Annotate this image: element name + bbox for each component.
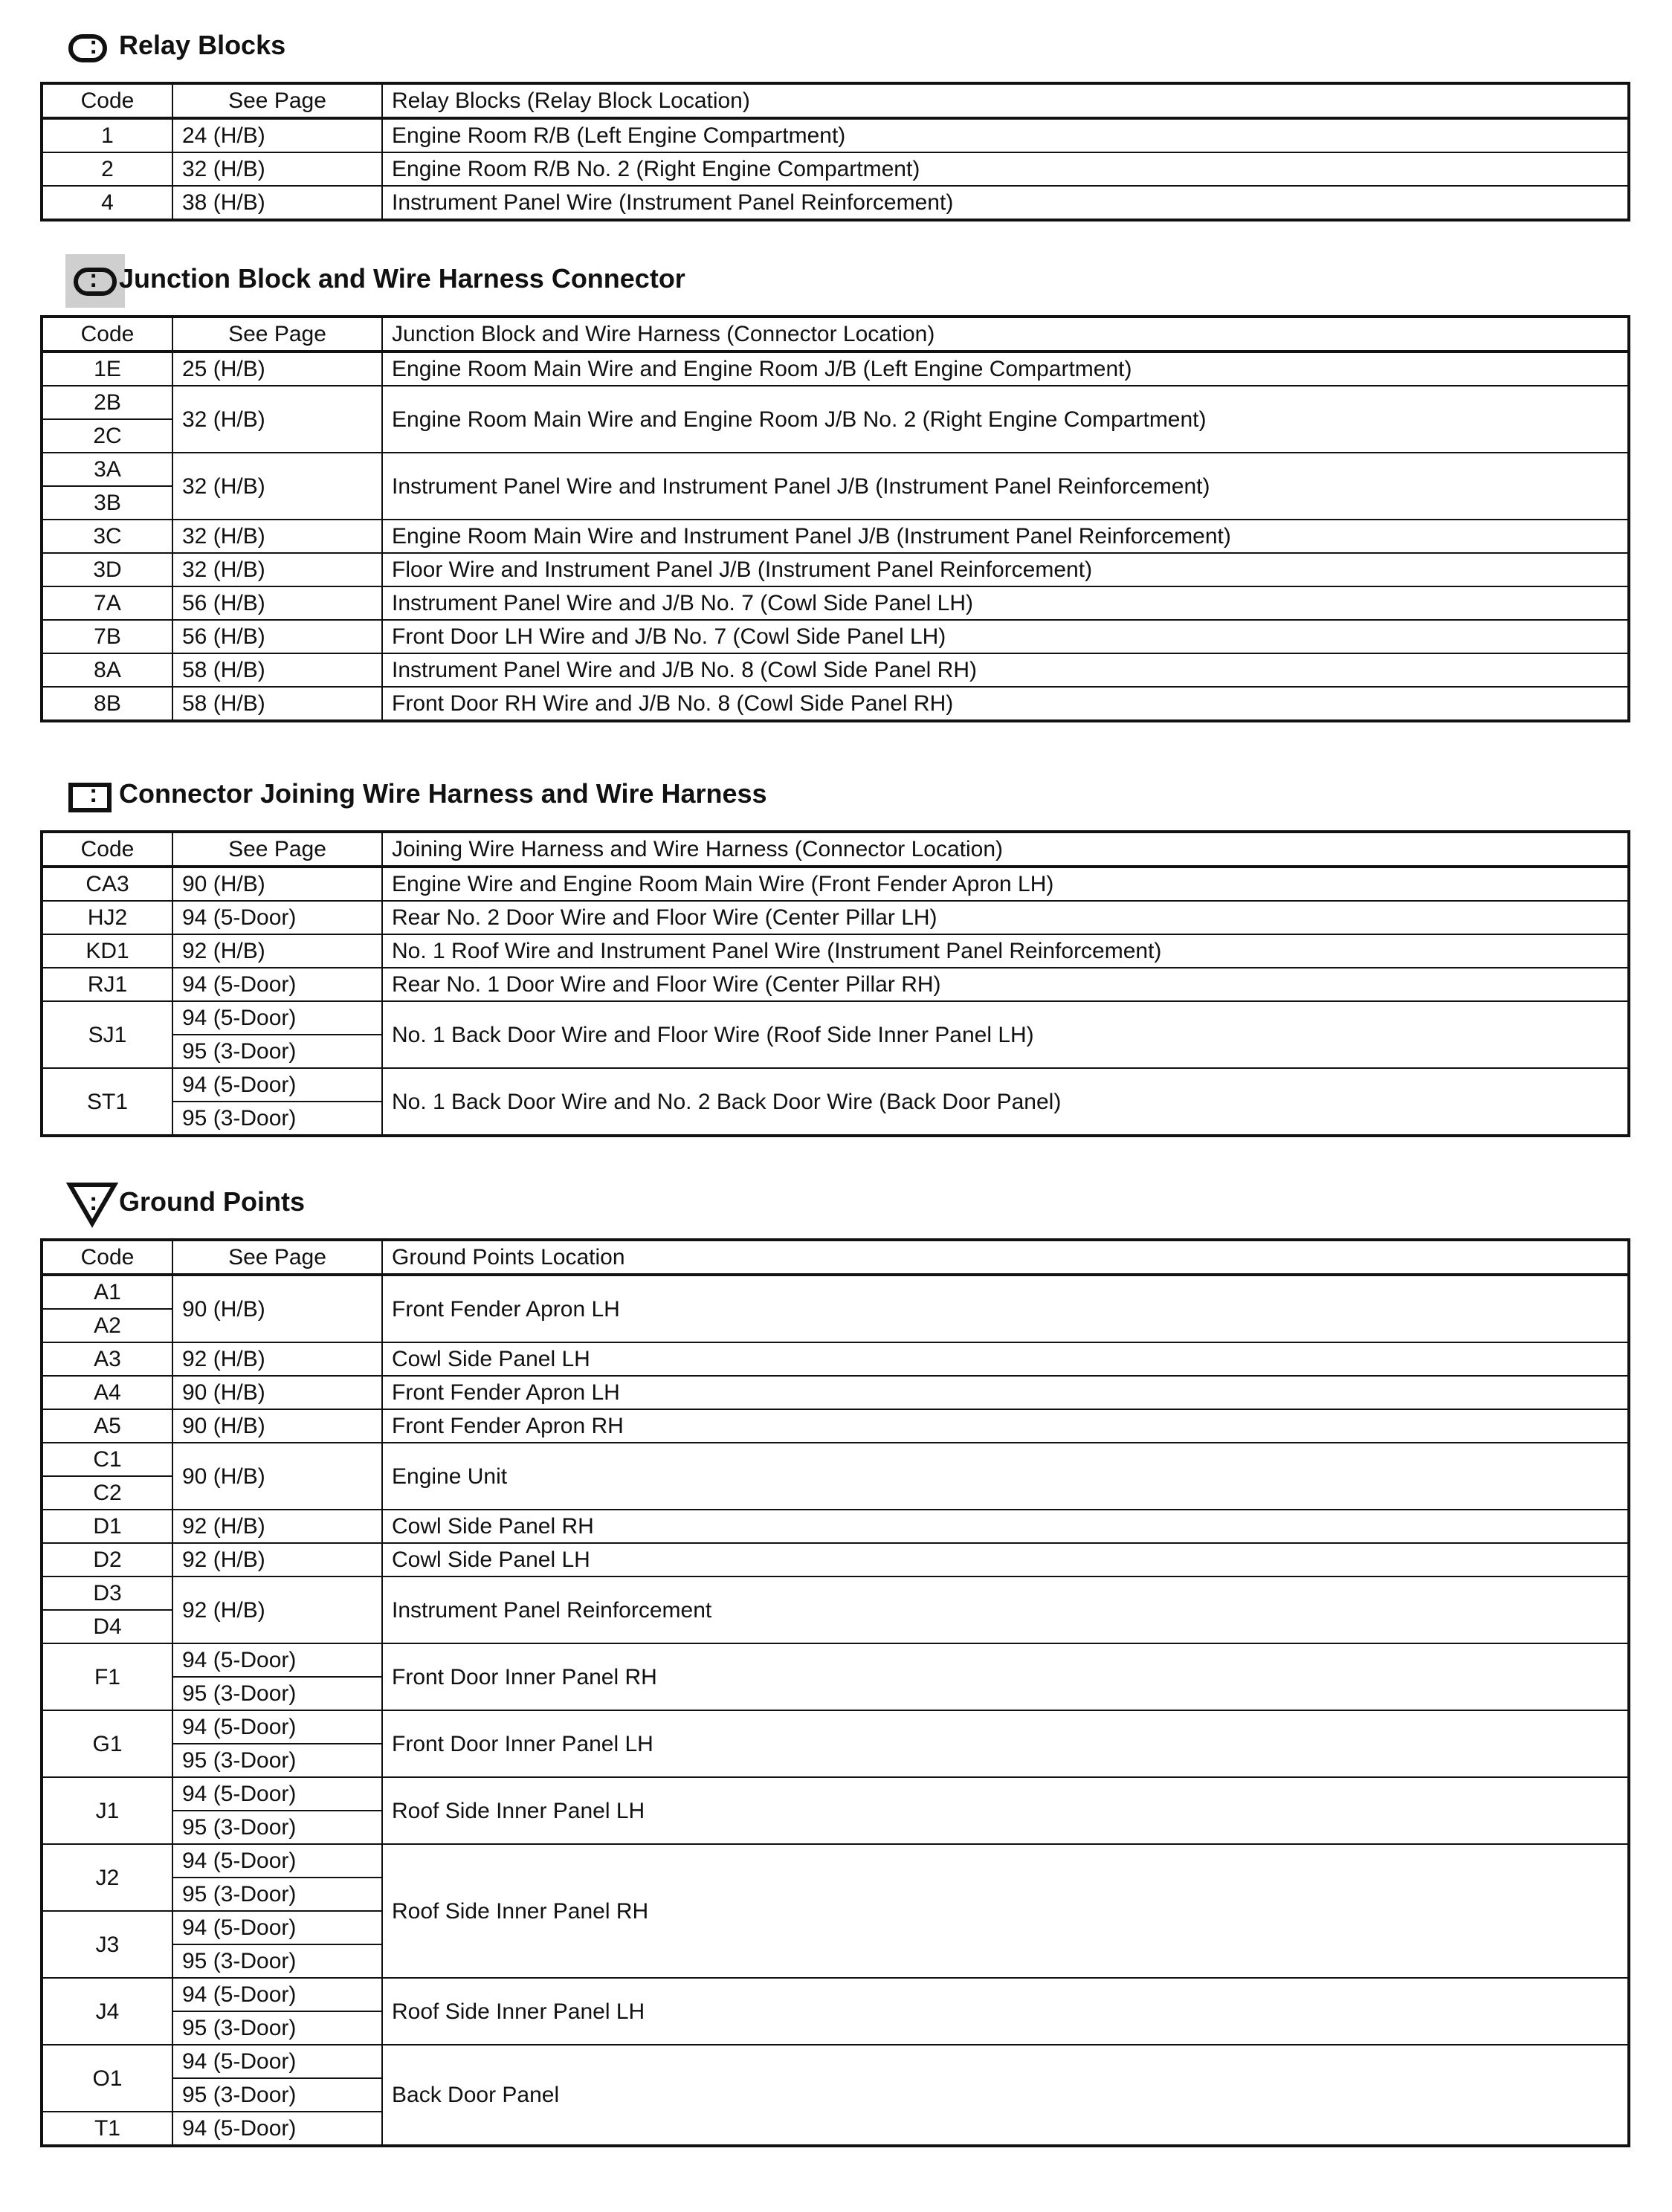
location-cell: No. 1 Roof Wire and Instrument Panel Wire (Instrument Panel Reinforcement) bbox=[382, 934, 1629, 968]
table-row bbox=[42, 386, 1629, 419]
table-row bbox=[42, 2045, 1629, 2078]
location-cell: Cowl Side Panel LH bbox=[382, 1342, 1629, 1376]
table-row bbox=[42, 1275, 1629, 1309]
table-row bbox=[42, 1844, 1629, 1878]
code-cell: SJ1 bbox=[42, 1001, 172, 1068]
code-cell: C2 bbox=[42, 1476, 172, 1510]
page-cell: 92 (H/B) bbox=[172, 1342, 382, 1376]
code-cell: 2B bbox=[42, 386, 172, 419]
page-cell: 95 (3-Door) bbox=[172, 1811, 382, 1844]
junction-colon: : bbox=[89, 265, 98, 293]
table-row bbox=[42, 687, 1629, 721]
code-cell: 1E bbox=[42, 352, 172, 386]
page-cell: 95 (3-Door) bbox=[172, 2011, 382, 2045]
ground-heading: Ground Points bbox=[119, 1186, 305, 1217]
table-row bbox=[42, 1443, 1629, 1476]
relay-heading: Relay Blocks bbox=[119, 30, 286, 60]
code-cell: D3 bbox=[42, 1576, 172, 1610]
table-row bbox=[42, 186, 1629, 220]
location-cell: Front Door Inner Panel LH bbox=[382, 1710, 1629, 1777]
page-cell: 94 (5-Door) bbox=[172, 1911, 382, 1944]
code-cell: D4 bbox=[42, 1610, 172, 1643]
code-cell: T1 bbox=[42, 2112, 172, 2146]
page-cell: 92 (H/B) bbox=[172, 934, 382, 968]
page-cell: 94 (5-Door) bbox=[172, 968, 382, 1001]
code-cell: A4 bbox=[42, 1376, 172, 1409]
header-location: Ground Points Location bbox=[382, 1240, 1629, 1275]
page-cell: 90 (H/B) bbox=[172, 1376, 382, 1409]
code-cell: J3 bbox=[42, 1911, 172, 1978]
table-row bbox=[42, 1376, 1629, 1409]
location-cell: Instrument Panel Wire and J/B No. 8 (Cowl Side Panel RH) bbox=[382, 653, 1629, 687]
page-cell: 94 (5-Door) bbox=[172, 1844, 382, 1878]
table-row bbox=[42, 553, 1629, 586]
page-cell: 94 (5-Door) bbox=[172, 1978, 382, 2011]
location-cell: Rear No. 2 Door Wire and Floor Wire (Center Pillar LH) bbox=[382, 901, 1629, 934]
location-cell: Engine Room R/B No. 2 (Right Engine Compartment) bbox=[382, 152, 1629, 186]
page-cell: 25 (H/B) bbox=[172, 352, 382, 386]
relay-table bbox=[40, 82, 1630, 221]
code-cell: O1 bbox=[42, 2045, 172, 2112]
code-cell: 3D bbox=[42, 553, 172, 586]
page-cell: 95 (3-Door) bbox=[172, 1677, 382, 1710]
page-cell: 95 (3-Door) bbox=[172, 2078, 382, 2112]
table-row bbox=[42, 1068, 1629, 1102]
page-cell: 94 (5-Door) bbox=[172, 901, 382, 934]
code-cell: 7B bbox=[42, 620, 172, 653]
code-cell: 3B bbox=[42, 486, 172, 520]
location-cell: Front Door Inner Panel RH bbox=[382, 1643, 1629, 1710]
page-cell: 32 (H/B) bbox=[172, 453, 382, 520]
location-cell: Front Fender Apron RH bbox=[382, 1409, 1629, 1443]
code-cell: 1 bbox=[42, 118, 172, 152]
table-row bbox=[42, 1543, 1629, 1576]
code-cell: CA3 bbox=[42, 867, 172, 901]
page-cell: 32 (H/B) bbox=[172, 520, 382, 553]
page-cell: 32 (H/B) bbox=[172, 152, 382, 186]
header-code: Code bbox=[42, 317, 172, 352]
table-header-row bbox=[42, 83, 1629, 118]
page-cell: 95 (3-Door) bbox=[172, 1035, 382, 1068]
location-cell: Roof Side Inner Panel LH bbox=[382, 1978, 1629, 2045]
table-row bbox=[42, 1409, 1629, 1443]
code-cell: KD1 bbox=[42, 934, 172, 968]
table-row bbox=[42, 1777, 1629, 1811]
table-row bbox=[42, 620, 1629, 653]
code-cell: 8B bbox=[42, 687, 172, 721]
table-row bbox=[42, 653, 1629, 687]
location-cell: Engine Room Main Wire and Engine Room J/B (Left Engine Compartment) bbox=[382, 352, 1629, 386]
location-cell: Engine Room R/B (Left Engine Compartment) bbox=[382, 118, 1629, 152]
code-cell: 7A bbox=[42, 586, 172, 620]
page-cell: 24 (H/B) bbox=[172, 118, 382, 152]
table-row bbox=[42, 1576, 1629, 1610]
page-cell: 32 (H/B) bbox=[172, 386, 382, 453]
location-cell: Floor Wire and Instrument Panel J/B (Instrument Panel Reinforcement) bbox=[382, 553, 1629, 586]
code-cell: 3A bbox=[42, 453, 172, 486]
table-row bbox=[42, 1978, 1629, 2011]
location-cell: Front Door LH Wire and J/B No. 7 (Cowl Side Panel LH) bbox=[382, 620, 1629, 653]
page-cell: 95 (3-Door) bbox=[172, 1102, 382, 1136]
code-cell: A1 bbox=[42, 1275, 172, 1309]
table-row bbox=[42, 352, 1629, 386]
code-cell: G1 bbox=[42, 1710, 172, 1777]
code-cell: 2 bbox=[42, 152, 172, 186]
connector-colon: : bbox=[89, 780, 98, 808]
connector-table bbox=[40, 830, 1630, 1137]
table-row bbox=[42, 453, 1629, 486]
location-cell: Engine Room Main Wire and Instrument Panel J/B (Instrument Panel Reinforcement) bbox=[382, 520, 1629, 553]
page-cell: 94 (5-Door) bbox=[172, 1068, 382, 1102]
page-cell: 95 (3-Door) bbox=[172, 1878, 382, 1911]
table-header-row bbox=[42, 1240, 1629, 1275]
table-row bbox=[42, 901, 1629, 934]
junction-heading: Junction Block and Wire Harness Connector bbox=[119, 263, 685, 294]
page-cell: 56 (H/B) bbox=[172, 620, 382, 653]
page-cell: 94 (5-Door) bbox=[172, 1643, 382, 1677]
location-cell: Instrument Panel Wire and J/B No. 7 (Cowl Side Panel LH) bbox=[382, 586, 1629, 620]
location-cell: Cowl Side Panel RH bbox=[382, 1510, 1629, 1543]
page-cell: 95 (3-Door) bbox=[172, 1944, 382, 1978]
header-see-page: See Page bbox=[172, 83, 382, 118]
header-code: Code bbox=[42, 83, 172, 118]
location-cell: Rear No. 1 Door Wire and Floor Wire (Center Pillar RH) bbox=[382, 968, 1629, 1001]
page-cell: 94 (5-Door) bbox=[172, 2045, 382, 2078]
code-cell: C1 bbox=[42, 1443, 172, 1476]
header-code: Code bbox=[42, 1240, 172, 1275]
table-row bbox=[42, 1001, 1629, 1035]
page-cell: 92 (H/B) bbox=[172, 1543, 382, 1576]
header-see-page: See Page bbox=[172, 317, 382, 352]
table-row bbox=[42, 1342, 1629, 1376]
code-cell: J2 bbox=[42, 1844, 172, 1911]
table-row bbox=[42, 968, 1629, 1001]
location-cell: Instrument Panel Reinforcement bbox=[382, 1576, 1629, 1643]
page-cell: 58 (H/B) bbox=[172, 687, 382, 721]
location-cell: Instrument Panel Wire (Instrument Panel Reinforcement) bbox=[382, 186, 1629, 220]
page-cell: 58 (H/B) bbox=[172, 653, 382, 687]
code-cell: 2C bbox=[42, 419, 172, 453]
location-cell: Roof Side Inner Panel LH bbox=[382, 1777, 1629, 1844]
location-cell: Front Door RH Wire and J/B No. 8 (Cowl Side Panel RH) bbox=[382, 687, 1629, 721]
location-cell: Cowl Side Panel LH bbox=[382, 1543, 1629, 1576]
code-cell: J4 bbox=[42, 1978, 172, 2045]
code-cell: A3 bbox=[42, 1342, 172, 1376]
location-cell: Roof Side Inner Panel RH bbox=[382, 1844, 1629, 1978]
page-cell: 94 (5-Door) bbox=[172, 1710, 382, 1744]
table-row bbox=[42, 1643, 1629, 1677]
header-code: Code bbox=[42, 832, 172, 867]
page-cell: 94 (5-Door) bbox=[172, 2112, 382, 2146]
location-cell: No. 1 Back Door Wire and Floor Wire (Roof Side Inner Panel LH) bbox=[382, 1001, 1629, 1068]
location-cell: Engine Wire and Engine Room Main Wire (Front Fender Apron LH) bbox=[382, 867, 1629, 901]
connector-heading: Connector Joining Wire Harness and Wire Harness bbox=[119, 778, 767, 809]
page-cell: 94 (5-Door) bbox=[172, 1777, 382, 1811]
table-row bbox=[42, 586, 1629, 620]
table-row bbox=[42, 934, 1629, 968]
code-cell: F1 bbox=[42, 1643, 172, 1710]
table-row bbox=[42, 1710, 1629, 1744]
junction-table bbox=[40, 315, 1630, 722]
page-cell: 94 (5-Door) bbox=[172, 1001, 382, 1035]
code-cell: 8A bbox=[42, 653, 172, 687]
relay-colon: : bbox=[89, 31, 98, 59]
code-cell: A5 bbox=[42, 1409, 172, 1443]
header-location: Relay Blocks (Relay Block Location) bbox=[382, 83, 1629, 118]
location-cell: Front Fender Apron LH bbox=[382, 1376, 1629, 1409]
location-cell: Front Fender Apron LH bbox=[382, 1275, 1629, 1342]
table-row bbox=[42, 1510, 1629, 1543]
header-see-page: See Page bbox=[172, 1240, 382, 1275]
page-cell: 92 (H/B) bbox=[172, 1510, 382, 1543]
table-header-row bbox=[42, 832, 1629, 867]
header-see-page: See Page bbox=[172, 832, 382, 867]
page-cell: 90 (H/B) bbox=[172, 867, 382, 901]
location-cell: Back Door Panel bbox=[382, 2045, 1629, 2146]
code-cell: A2 bbox=[42, 1309, 172, 1342]
code-cell: ST1 bbox=[42, 1068, 172, 1136]
code-cell: HJ2 bbox=[42, 901, 172, 934]
code-cell: J1 bbox=[42, 1777, 172, 1844]
table-row bbox=[42, 152, 1629, 186]
header-location: Junction Block and Wire Harness (Connector Location) bbox=[382, 317, 1629, 352]
ground-colon: : bbox=[89, 1188, 98, 1216]
location-cell: Engine Unit bbox=[382, 1443, 1629, 1510]
page-cell: 95 (3-Door) bbox=[172, 1744, 382, 1777]
page-cell: 92 (H/B) bbox=[172, 1576, 382, 1643]
table-row bbox=[42, 867, 1629, 901]
page-cell: 32 (H/B) bbox=[172, 553, 382, 586]
location-cell: Engine Room Main Wire and Engine Room J/B No. 2 (Right Engine Compartment) bbox=[382, 386, 1629, 453]
code-cell: D1 bbox=[42, 1510, 172, 1543]
page-cell: 90 (H/B) bbox=[172, 1443, 382, 1510]
code-cell: 3C bbox=[42, 520, 172, 553]
page-cell: 56 (H/B) bbox=[172, 586, 382, 620]
page-cell: 90 (H/B) bbox=[172, 1275, 382, 1342]
code-cell: D2 bbox=[42, 1543, 172, 1576]
page-cell: 38 (H/B) bbox=[172, 186, 382, 220]
table-header-row bbox=[42, 317, 1629, 352]
table-row bbox=[42, 118, 1629, 152]
ground-table bbox=[40, 1238, 1630, 2147]
location-cell: Instrument Panel Wire and Instrument Panel J/B (Instrument Panel Reinforcement) bbox=[382, 453, 1629, 520]
header-location: Joining Wire Harness and Wire Harness (Connector Location) bbox=[382, 832, 1629, 867]
code-cell: RJ1 bbox=[42, 968, 172, 1001]
location-cell: No. 1 Back Door Wire and No. 2 Back Door Wire (Back Door Panel) bbox=[382, 1068, 1629, 1136]
page-cell: 90 (H/B) bbox=[172, 1409, 382, 1443]
table-row bbox=[42, 520, 1629, 553]
code-cell: 4 bbox=[42, 186, 172, 220]
